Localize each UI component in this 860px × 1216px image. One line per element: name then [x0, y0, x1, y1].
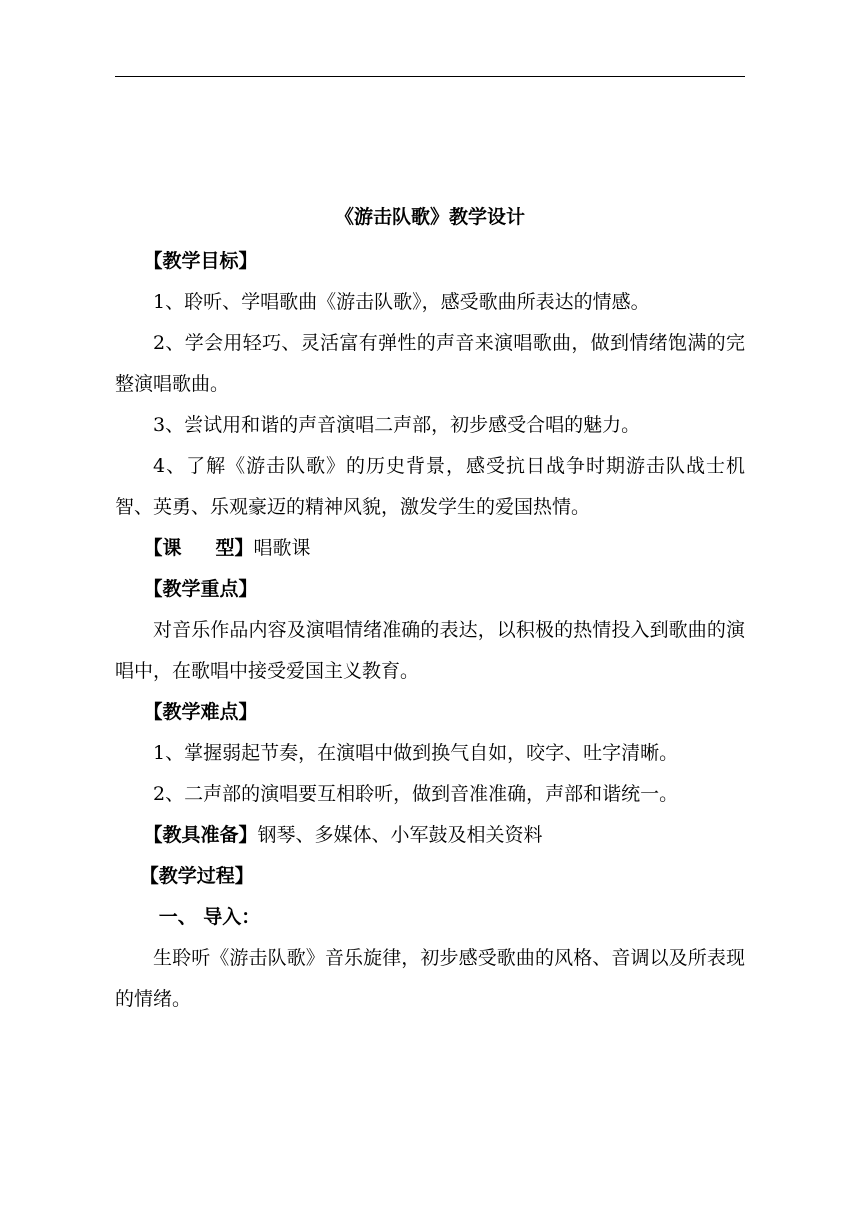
- lesson-type-label-a: 【课: [143, 537, 182, 559]
- document-title: 《游击队歌》教学设计: [334, 206, 525, 228]
- objectives-heading: 【教学目标】: [143, 250, 258, 272]
- document-body: [115, 241, 745, 1020]
- lesson-type-label-b: 型】: [215, 537, 254, 559]
- difficulties-heading: 【教学难点】: [143, 701, 258, 723]
- materials-line: [115, 815, 745, 856]
- difficulty-item: 1、掌握弱起节奏，在演唱中做到换气自如，咬字、吐字清晰。: [153, 742, 679, 764]
- lesson-type-line: [115, 528, 745, 569]
- materials-label: 【教具准备】: [143, 824, 258, 846]
- key-points-text: 对音乐作品内容及演唱情绪准确的表达，以积极的热情投入到歌曲的演唱中，在歌唱中接受爱国主义教育。: [115, 619, 745, 682]
- lesson-type-value: 唱歌课: [253, 537, 311, 559]
- objective-item: 1、聆听、学唱歌曲《游击队歌》，感受歌曲所表达的情感。: [153, 291, 650, 313]
- header-rule: [115, 76, 745, 77]
- difficulty-item: 2、二声部的演唱要互相聆听，做到音准准确，声部和谐统一。: [153, 783, 679, 805]
- process-heading: 【教学过程】: [139, 865, 254, 887]
- section-one-heading: 一、 导入：: [158, 906, 261, 928]
- objective-item: 4、了解《游击队歌》的历史背景，感受抗日战争时期游击队战士机智、英勇、乐观豪迈的精神风貌，激发学生的爱国热情。: [115, 455, 745, 518]
- materials-value: 钢琴、多媒体、小军鼓及相关资料: [257, 824, 543, 846]
- key-points-heading: 【教学重点】: [143, 578, 258, 600]
- objective-item: 2、学会用轻巧、灵活富有弹性的声音来演唱歌曲，做到情绪饱满的完整演唱歌曲。: [115, 332, 745, 395]
- objective-item: 3、尝试用和谐的声音演唱二声部，初步感受合唱的魅力。: [153, 414, 641, 436]
- section-one-text: 生聆听《游击队歌》音乐旋律，初步感受歌曲的风格、音调以及所表现的情绪。: [115, 947, 745, 1010]
